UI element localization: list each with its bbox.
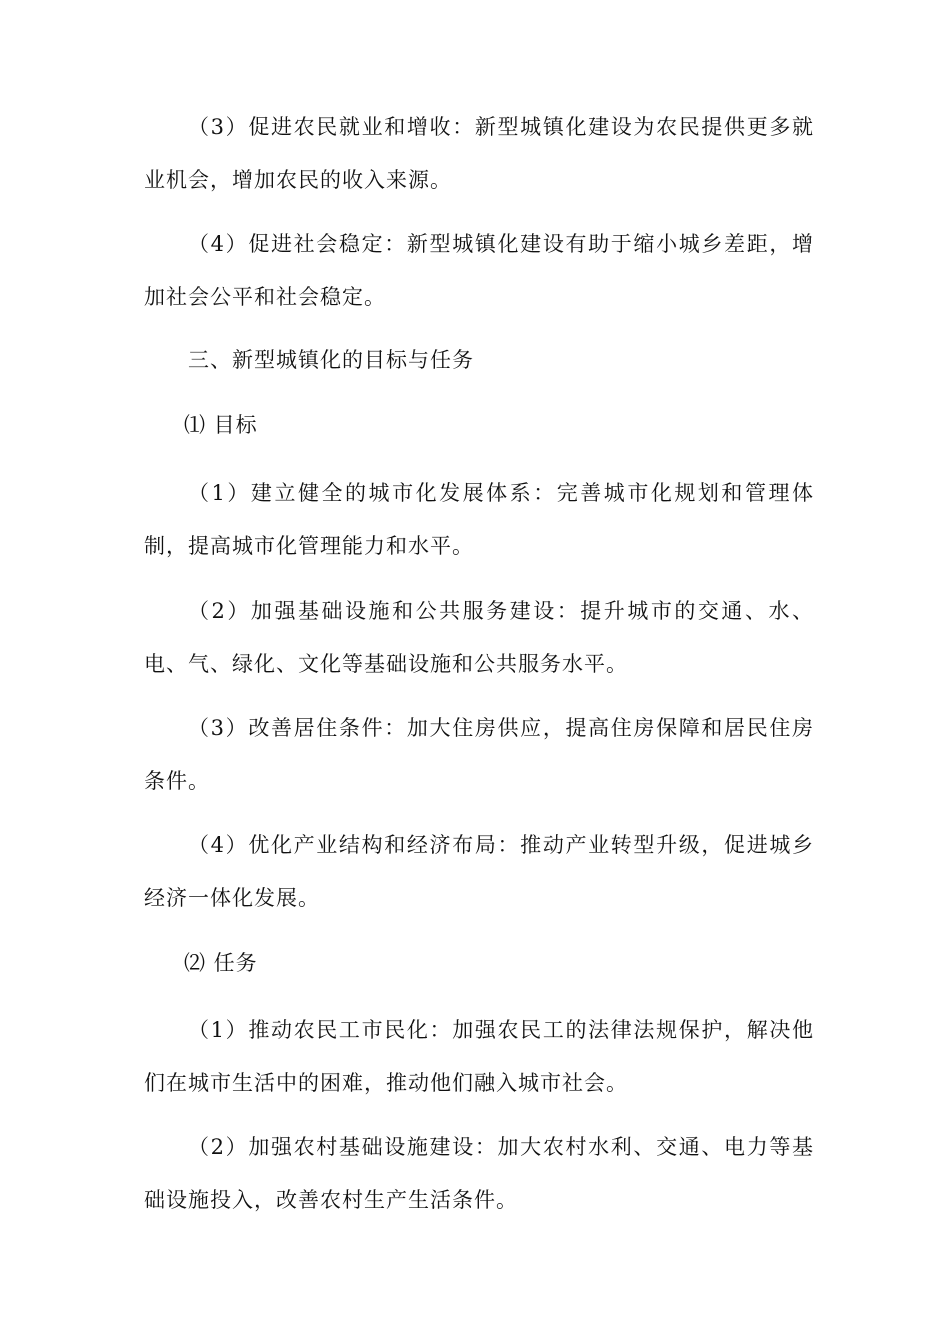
paragraph-farmer-employment: （3）促进农民就业和增收：新型城镇化建设为农民提供更多就业机会，增加农民的收入来源。 (144, 115, 814, 192)
paragraph-task-2: （2）加强农村基础设施建设：加大农村水利、交通、电力等基础设施投入，改善农村生产生活条件。 (144, 1135, 814, 1212)
paragraph-goal-2: （2）加强基础设施和公共服务建设：提升城市的交通、水、电、气、绿化、文化等基础设施和公共服务水平。 (144, 599, 814, 676)
subheading-goals: ⑴ 目标 (184, 413, 258, 437)
paragraph-task-1: （1）推动农民工市民化：加强农民工的法律法规保护，解决他们在城市生活中的困难，推动他们融入城市社会。 (144, 1018, 814, 1095)
paragraph-goal-4: （4）优化产业结构和经济布局：推动产业转型升级，促进城乡经济一体化发展。 (144, 833, 814, 910)
paragraph-social-stability: （4）促进社会稳定：新型城镇化建设有助于缩小城乡差距，增加社会公平和社会稳定。 (144, 232, 814, 309)
subheading-tasks: ⑵ 任务 (184, 951, 258, 975)
paragraph-goal-1: （1）建立健全的城市化发展体系：完善城市化规划和管理体制，提高城市化管理能力和水平。 (144, 481, 814, 558)
paragraph-goal-3: （3）改善居住条件：加大住房供应，提高住房保障和居民住房条件。 (144, 716, 814, 793)
section-heading-goals-tasks: 三、新型城镇化的目标与任务 (188, 348, 474, 372)
